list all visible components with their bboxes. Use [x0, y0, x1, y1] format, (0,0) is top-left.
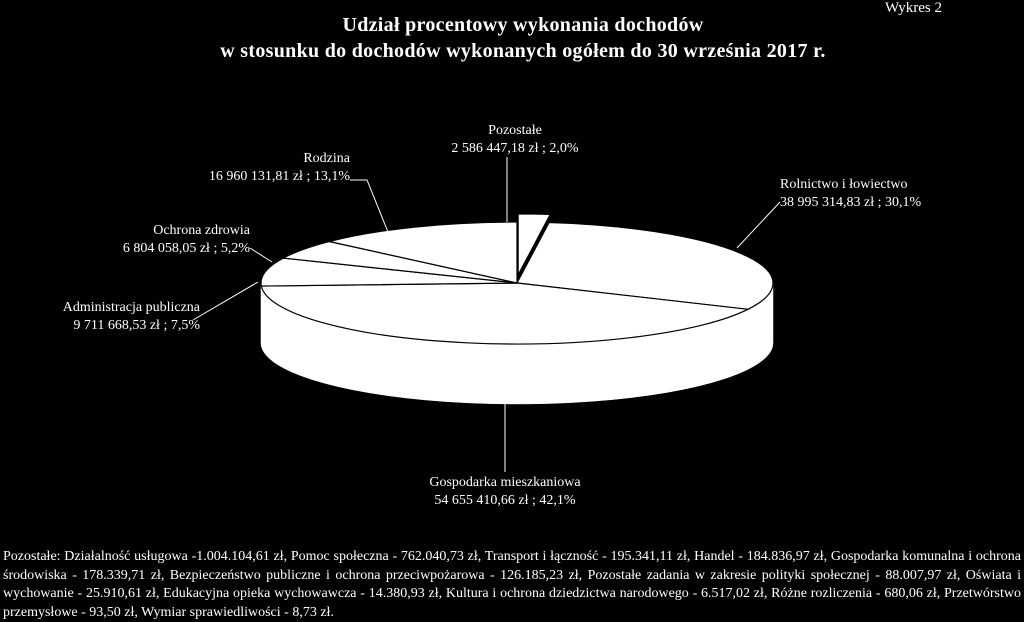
slice-label-gospodarka: [370, 474, 640, 510]
slice-value: 16 960 131,81 zł ; 13,1%: [180, 168, 350, 186]
leader-line-administracja: [193, 282, 258, 320]
slice-name: Ochrona zdrowia: [80, 222, 250, 240]
slice-name: Rodzina: [180, 150, 350, 168]
slice-name: Administracja publiczna: [20, 299, 200, 317]
slice-value: 54 655 410,66 zł ; 42,1%: [370, 492, 640, 510]
slice-value: 2 586 447,18 zł ; 2,0%: [420, 140, 610, 158]
slice-label-rodzina: [180, 150, 350, 186]
slice-label-administracja: [20, 299, 200, 335]
slice-label-ochrona-zdrowia: [80, 222, 250, 258]
leader-line-ochrona-zdrowia: [250, 248, 272, 262]
slice-label-rolnictwo: [780, 176, 921, 212]
slice-label-pozostale: [420, 122, 610, 158]
slice-value: 38 995 314,83 zł ; 30,1%: [780, 194, 921, 212]
slice-value: 9 711 668,53 zł ; 7,5%: [20, 317, 200, 335]
chart-title-line-1: Udział procentowy wykonania dochodów: [0, 14, 1024, 37]
leader-line-rolnictwo: [737, 202, 780, 248]
slice-name: Rolnictwo i łowiectwo: [780, 176, 921, 194]
figure-label: Wykres 2: [885, 0, 942, 17]
slice-name: Gospodarka mieszkaniowa: [370, 474, 640, 492]
footnote-pozostale-breakdown: Pozostałe: Działalność usługowa -1.004.104,61 zł, Pomoc społeczna - 762.040,73 zł, Transport i łączność - 195.341,11 zł, Handel - 184.836,97 zł, Gospodarka komunalna i ochrona środowiska - 178.339,71 zł, Bezpieczeństwo publiczne i ochrona przeciwpożarowa - 126.185,23 zł, Pozostałe zadania w zakresie polityki społecznej - 88.007,97 zł, Oświata i wychowanie - 25.910,61 zł, Edukacyjna opieka wychowawcza - 14.380,93 zł, Kultura i ochrona dziedzictwa narodowego - 6.517,02 zł, Różne rozliczenia - 680,06 zł, Przetwórstwo przemysłowe - 93,50 zł, Wymiar sprawiedliwości - 8,73 zł.: [3, 548, 1021, 622]
chart-title-line-2: w stosunku do dochodów wykonanych ogółem do 30 września 2017 r.: [0, 40, 1024, 63]
leader-line-rodzina: [350, 180, 388, 232]
slice-name: Pozostałe: [420, 122, 610, 140]
slice-value: 6 804 058,05 zł ; 5,2%: [80, 240, 250, 258]
